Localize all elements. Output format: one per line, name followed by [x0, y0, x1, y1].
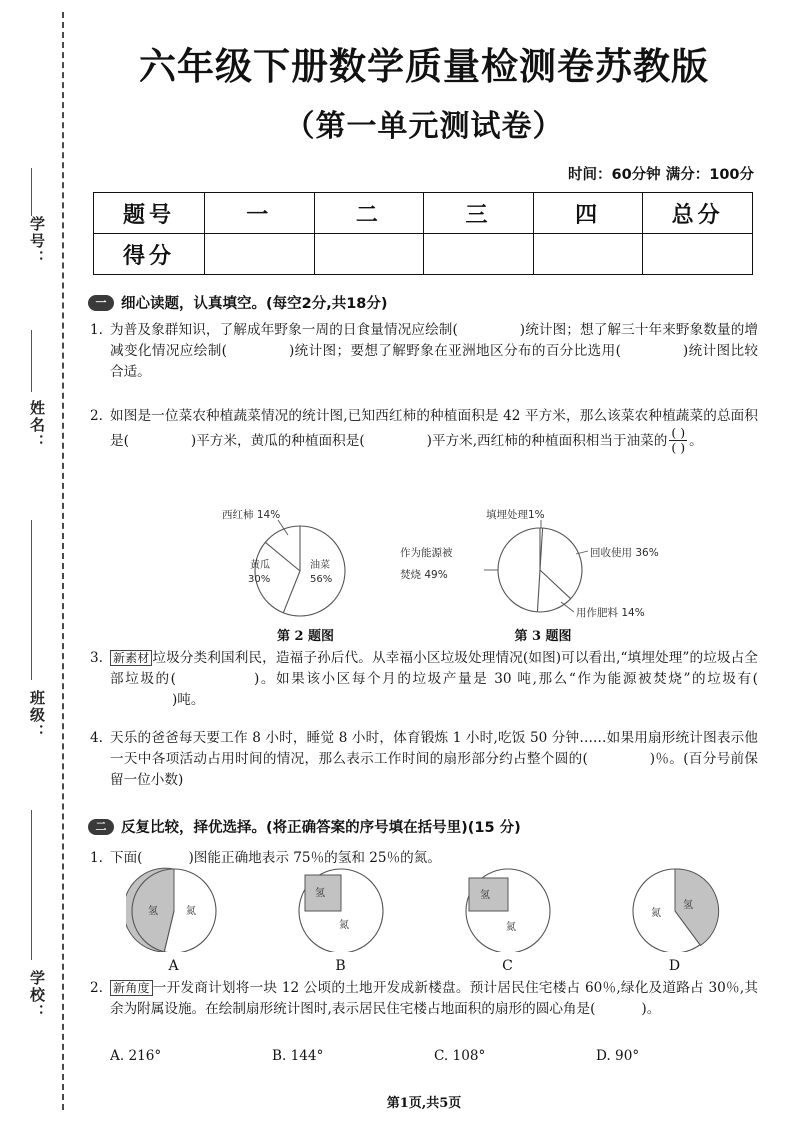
- section-2-heading: 反复比较，择优选择。(将正确答案的序号填在括号里)(15 分): [121, 820, 521, 836]
- choice-option-a[interactable]: [114, 866, 234, 974]
- content-area: [88, 0, 760, 1122]
- figure-caption-q2: 第 2 题图: [276, 629, 335, 644]
- question-text: [110, 978, 758, 1020]
- question-text: [110, 648, 758, 711]
- section-badge-icon: 二: [88, 819, 114, 835]
- question-text: [110, 320, 758, 383]
- question-number: 1.: [90, 850, 103, 866]
- question-text-part-b: )统计图；想了解三十年来野象数量的增减变化情况应绘制(: [110, 322, 758, 359]
- question-text-part-c: )平方米,西红柿的种植面积相当于油菜的: [426, 433, 668, 449]
- pie-chart-choice-c: [460, 866, 556, 952]
- question-text-part-b: )。如果该小区每个月的垃圾产量是 30 吨,那么“作为能源被焚烧”的垃圾有(: [253, 671, 758, 687]
- question-text: [110, 406, 758, 456]
- pie-label-burned-line2: 焚烧 49%: [400, 569, 448, 581]
- question-1-4: [90, 728, 758, 791]
- question-text-part-b: )％。(百分号前保留一位小数): [110, 751, 758, 788]
- pie-label-rape-value: 56%: [310, 574, 333, 585]
- question-text-part-b: )平方米，黄瓜的种植面积是(: [190, 433, 365, 449]
- page-subtitle: （第一单元测试卷）: [284, 109, 564, 144]
- choice-option-c[interactable]: [448, 866, 568, 974]
- margin-label-name: 姓名：: [28, 400, 46, 451]
- pie-label-nitrogen: 氮: [185, 906, 196, 917]
- figure-pie-chart-q3: [398, 508, 688, 644]
- question-text-part-a: 如图是一位菜农种植蔬菜情况的统计图,已知西红柿的种植面积是 42 平方米，那么该菜农种植蔬菜的总面积是(: [110, 408, 758, 449]
- margin-rule: [31, 330, 32, 392]
- choice-letter-b: B: [335, 958, 346, 974]
- cut-dashed-line: [62, 12, 64, 1110]
- figure-pie-chart-q2: [198, 508, 413, 644]
- margin-label-student-id: 学号：: [28, 216, 46, 267]
- question-1-1: [90, 320, 758, 383]
- pie-label-nitrogen: 氮: [650, 908, 661, 919]
- pie-chart-choice-d: [627, 866, 723, 952]
- pie-label-fertilizer: 用作肥料 14%: [576, 607, 645, 619]
- margin-label-class: 班级：: [28, 690, 46, 741]
- choice-letter-a: A: [168, 958, 179, 974]
- margin-rule: [31, 810, 32, 960]
- margin-label-school: 学校：: [28, 970, 46, 1021]
- question-text-part-a: 天乐的爸爸每天要工作 8 小时，睡觉 8 小时，体育锻炼 1 小时,吃饭 50 分钟……如果用扇形统计图表示他一天中各项活动占用时间的情况，那么表示工作时间的扇形部分约占整个圆的(: [110, 730, 758, 767]
- question-text: [110, 728, 758, 791]
- question-number: 2.: [90, 408, 103, 424]
- option-d[interactable]: D. 90°: [596, 1048, 640, 1064]
- score-table-row-label: 得分: [94, 234, 205, 275]
- question-text-part-d: )统计图比较合适。: [110, 343, 758, 380]
- pie-label-tomato: 西红柿 14%: [222, 509, 281, 521]
- question-text-part-a: 为普及象群知识，了解成年野象一周的日食量情况应绘制(: [110, 322, 458, 338]
- pie-chart-vegetables: [198, 508, 413, 620]
- pie-label-cucumber-value: 30%: [248, 574, 271, 585]
- table-row: [94, 193, 753, 234]
- score-cell-1[interactable]: [205, 234, 315, 275]
- pie-label-burned-line1: 作为能源被: [400, 547, 453, 559]
- figure-caption-q3: 第 3 题图: [514, 629, 572, 644]
- exam-meta-info: 时间：60分钟 满分：100分: [568, 167, 754, 183]
- question-text-part-b: )图能正确地表示 75％的氢和 25％的氮。: [188, 850, 441, 866]
- choice-option-d[interactable]: [615, 866, 735, 974]
- score-table-col-total: 总分: [643, 193, 753, 234]
- score-table-col-3: 三: [424, 193, 534, 234]
- score-table-col-1: 一: [205, 193, 315, 234]
- section-header-2: [88, 816, 521, 837]
- question-number: 3.: [90, 650, 103, 666]
- multiple-choice-figures: [90, 866, 758, 974]
- question-text-part-b: )。: [641, 1001, 661, 1017]
- question-text-part-a: 下面(: [110, 850, 143, 866]
- question-text-part-a: 一开发商计划将一块 12 公顷的土地开发成新楼盘。预计居民住宅楼占 60％,绿化及道路占 30％,其余为附属设施。在绘制扇形统计图时,表示居民住宅楼占地面积的扇形的圆心角是(: [110, 980, 758, 1017]
- pie-chart-garbage: [398, 508, 688, 620]
- option-a[interactable]: A. 216°: [110, 1048, 162, 1064]
- left-margin-column: [0, 0, 62, 1122]
- page-title: 六年级下册数学质量检测卷苏教版: [139, 44, 709, 88]
- question-1-3: [90, 648, 758, 711]
- section-header-1: [88, 292, 388, 313]
- pie-leader-line-fertilizer: [561, 602, 574, 612]
- pie-chart-choice-b: [293, 866, 389, 952]
- choice-letter-d: D: [668, 958, 681, 974]
- score-table-col-4: 四: [533, 193, 643, 234]
- pie-label-landfill: 填埋处理1%: [486, 509, 545, 521]
- pie-label-rape-name: 油菜: [310, 560, 330, 571]
- margin-rule: [31, 520, 32, 680]
- score-table-header-label: 题号: [94, 193, 205, 234]
- pie-label-nitrogen: 氮: [505, 922, 516, 933]
- pie-label-hydrogen: 氢: [147, 906, 158, 917]
- question-text-part-c: )统计图；要想了解野象在亚洲地区分布的百分比选用(: [288, 343, 621, 359]
- question-number: 2.: [90, 980, 103, 996]
- question-number: 4.: [90, 730, 103, 746]
- question-tag: 新角度: [110, 980, 153, 996]
- fraction-numerator[interactable]: ( ): [671, 425, 686, 440]
- section-1-heading: 细心读题，认真填空。(每空2分,共18分): [121, 296, 388, 312]
- section-badge-icon: 一: [88, 295, 114, 311]
- question-2-2: [90, 978, 758, 1020]
- table-row: [94, 234, 753, 275]
- question-text-part-c: )吨。: [172, 692, 205, 708]
- pie-label-hydrogen: 氢: [682, 900, 693, 911]
- pie-label-nitrogen: 氮: [338, 920, 349, 931]
- question-tag: 新素材: [110, 650, 152, 666]
- pie-label-cucumber-name: 黄瓜: [250, 560, 270, 571]
- score-table-col-2: 二: [314, 193, 424, 234]
- score-table: [93, 192, 753, 275]
- pie-label-recycle: 回收使用 36%: [590, 547, 659, 559]
- score-cell-3[interactable]: [424, 234, 534, 275]
- question-1-2: [90, 406, 758, 456]
- score-cell-4[interactable]: [533, 234, 643, 275]
- choice-letter-c: C: [502, 958, 513, 974]
- choice-option-b[interactable]: [281, 866, 401, 974]
- fraction-denominator[interactable]: ( ): [671, 440, 686, 455]
- question-text-part-a: 垃圾分类利国利民，造福子孙后代。从幸福小区垃圾处理情况(如图)可以看出,“填埋处理”的垃圾占全部垃圾的(: [110, 650, 758, 687]
- option-c[interactable]: C. 108°: [434, 1048, 486, 1064]
- page-footer: 第1页,共5页: [386, 1096, 462, 1111]
- question-number: 1.: [90, 322, 103, 338]
- score-cell-total[interactable]: [643, 234, 753, 275]
- pie-label-hydrogen: 氢: [479, 890, 490, 901]
- pie-chart-choice-a: [126, 866, 222, 952]
- question-text-part-d: 。: [689, 433, 703, 449]
- answer-fraction-blank[interactable]: [669, 426, 687, 455]
- option-b[interactable]: B. 144°: [272, 1048, 324, 1064]
- pie-label-hydrogen: 氢: [314, 888, 325, 899]
- margin-rule: [31, 168, 32, 216]
- question-2-2-options: [110, 1048, 758, 1064]
- score-cell-2[interactable]: [314, 234, 424, 275]
